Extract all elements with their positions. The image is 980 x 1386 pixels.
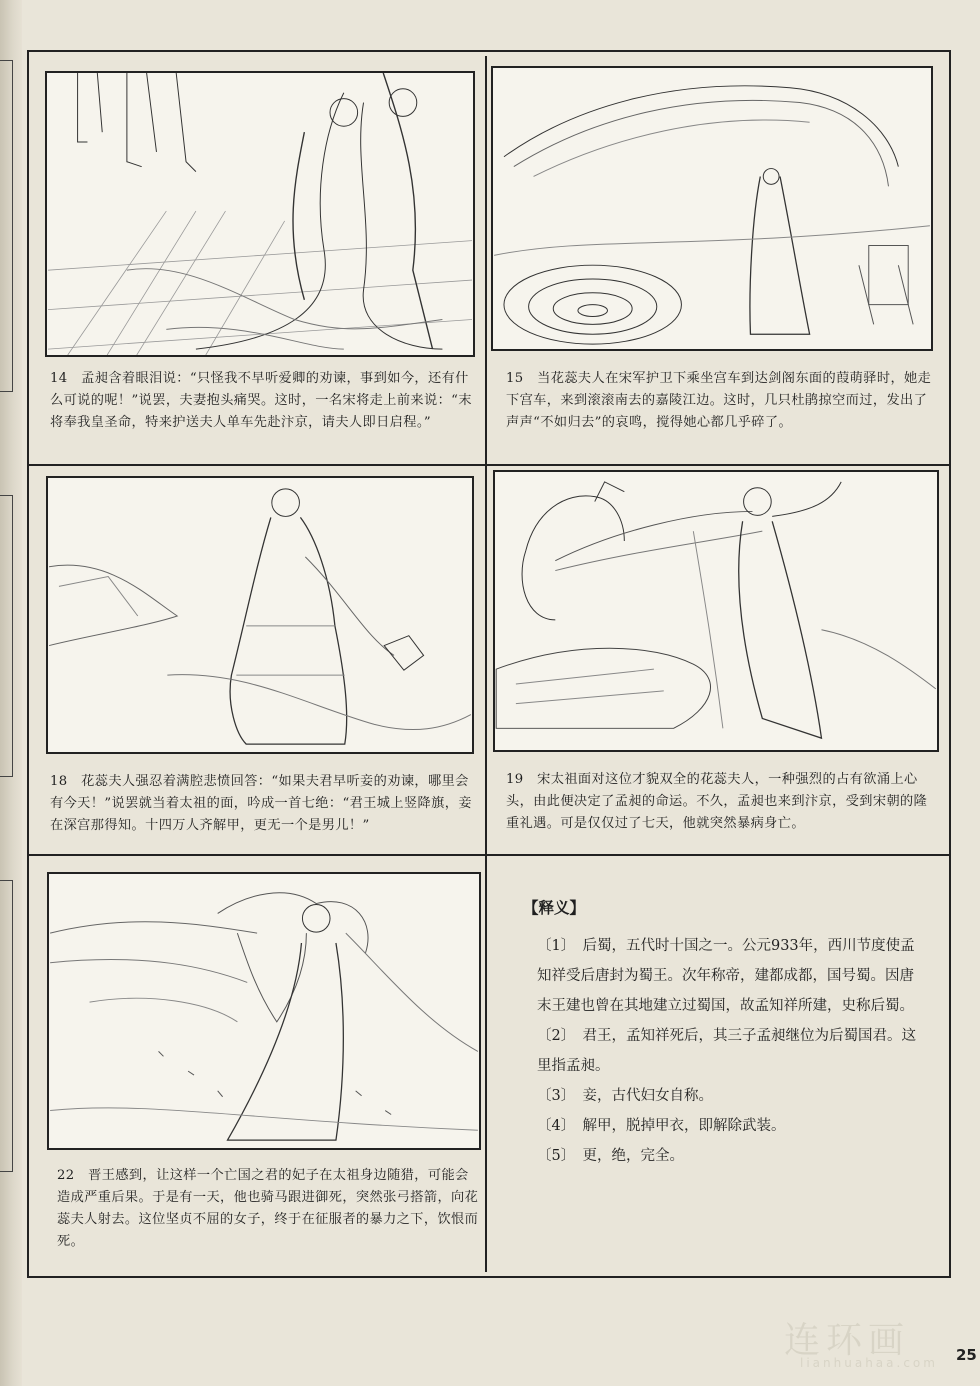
row-divider — [29, 854, 949, 856]
glossary-notes — [523, 893, 923, 1171]
caption-19: 19 宋太祖面对这位才貌双全的花蕊夫人，一种强烈的占有欲涌上心头，由此便决定了孟昶的命运。不久，孟昶也来到汴京，受到宋朝的隆重礼遇。可是仅仅过了七天，他就突然暴病身亡。 — [506, 772, 928, 831]
panel-19-illustration — [493, 470, 939, 752]
caption-15: 15 当花蕊夫人在宋军护卫下乘坐宫车到达剑阁东面的葭萌驿时，她走下宫车，来到滚滚南去的嘉陵江边。这时，几只杜鹃掠空而过，发出了声声“不如归去”的哀鸣，搅得她心都几乎碎了。 — [506, 371, 932, 430]
column-divider — [485, 56, 487, 1272]
panel-14-illustration — [45, 71, 475, 357]
row-divider — [29, 464, 949, 466]
panel-22-illustration — [47, 872, 481, 1150]
glossary-item: 〔2〕 君王，孟知祥死后，其三子孟昶继位为后蜀国君。这里指孟昶。 — [537, 1028, 916, 1074]
left-page-edge — [0, 0, 22, 1386]
caption-14: 14 孟昶含着眼泪说：“只怪我不早听爱卿的劝谏，事到如今，还有什么可说的呢！”说罢，夫妻抱头痛哭。这时，一名宋将走上前来说：“末将奉我皇圣命，特来护送夫人单车先赴汴京，请夫人即日启程。” — [50, 371, 472, 430]
page-number: 25 — [956, 1346, 977, 1364]
watermark-url: lianhuahaa.com — [800, 1356, 938, 1370]
glossary-item: 〔1〕 后蜀，五代时十国之一。公元933年，西川节度使孟知祥受后唐封为蜀王。次年称帝，建都成都，国号蜀。因唐末王建也曾在其地建立过蜀国，故孟知祥所建，史称后蜀。 — [537, 938, 915, 1014]
caption-22: 22 晋王感到，让这样一个亡国之君的妃子在太祖身边随猎，可能会造成严重后果。于是有一天，他也骑马跟进御死，突然张弓搭箭，向花蕊夫人射去。这位坚贞不屈的女子，终于在征服者的暴力之下，饮恨而死。 — [57, 1168, 479, 1249]
caption-18: 18 花蕊夫人强忍着满腔悲愤回答：“如果夫君早听妾的劝谏，哪里会有今天！”说罢就当着太祖的面，吟成一首七绝：“君王城上竖降旗，妾在深宫那得知。十四万人齐解甲，更无一个是男儿！” — [50, 774, 472, 833]
glossary-item: 〔5〕 更，绝，完全。 — [537, 1148, 684, 1164]
watermark: 连环画 — [784, 1320, 911, 1361]
panel-15-illustration — [491, 66, 933, 351]
panel-18-illustration — [46, 476, 474, 754]
glossary-item: 〔4〕 解甲，脱掉甲衣，即解除武装。 — [537, 1118, 786, 1134]
glossary-item: 〔3〕 妾，古代妇女自称。 — [537, 1088, 713, 1104]
glossary-title: 【释义】 — [523, 898, 586, 917]
